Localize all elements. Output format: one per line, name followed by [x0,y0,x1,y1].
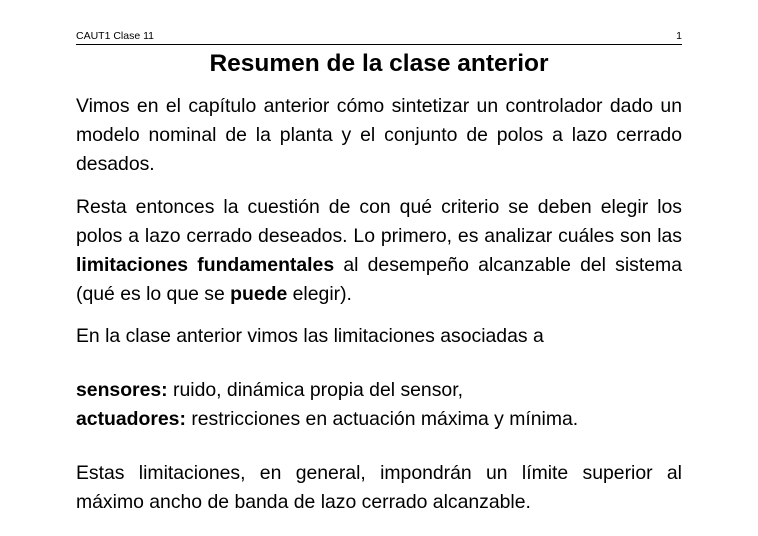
emphasis-fundamental-limitations: limitaciones fundamentales [76,254,335,276]
paragraph-question-text-2: al desempeño alcanzable del sistema (qué es lo que se [76,254,682,305]
limitations-list [76,376,682,434]
list-item-actuators [76,405,682,434]
page-number: 1 [676,30,682,42]
header-divider [76,44,682,45]
paragraph-previous-class: En la clase anterior vimos las limitaciones asociadas a [76,325,544,347]
paragraph-conclusion: Estas limitaciones, en general, impondrán un límite superior al máximo ancho de banda de lazo cerrado alcanzable. [76,462,682,513]
term-actuators: actuadores: [76,408,186,430]
slide-title: Resumen de la clase anterior [209,50,549,77]
definition-actuators: restricciones en actuación máxima y mínima. [191,408,579,430]
paragraph-question-text-1: Resta entonces la cuestión de con qué criterio se deben elegir los polos a lazo cerrado deseados. Lo primero, es analizar cuáles son las [76,196,682,247]
paragraph-question [76,193,682,309]
paragraph-question-text-3: elegir). [287,283,352,305]
definition-sensors: ruido, dinámica propia del sensor, [173,379,463,401]
list-item-sensors [76,376,682,405]
paragraph-intro: Vimos en el capítulo anterior cómo sintetizar un controlador dado un modelo nominal de la planta y el conjunto de polos a lazo cerrado desados. [76,95,682,175]
term-sensors: sensores: [76,379,168,401]
course-label: CAUT1 Clase 11 [76,30,155,42]
emphasis-can: puede [230,283,288,305]
page-header [76,29,682,43]
